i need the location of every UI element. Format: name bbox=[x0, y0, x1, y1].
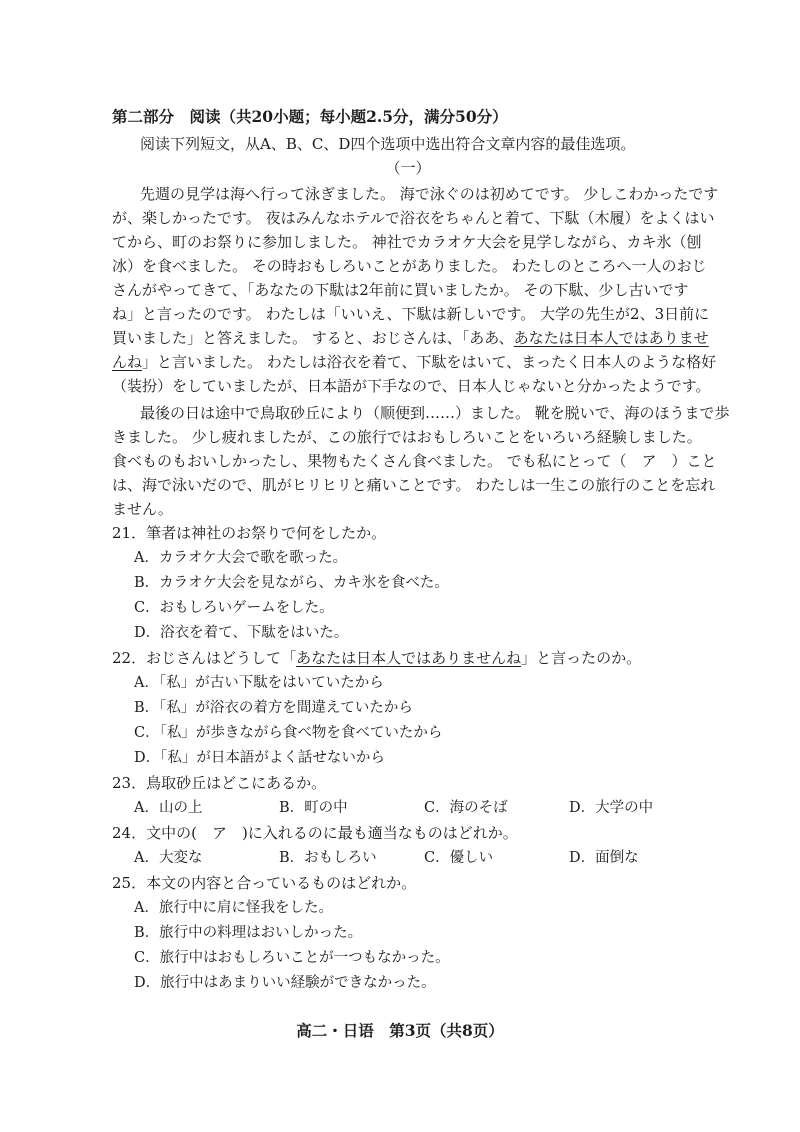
question-25: 25．本文の内容と合っているものはどれか。 bbox=[112, 874, 417, 892]
paragraph-line: 先週の見学は海へ行って泳ぎました。 海で泳ぐのは初めてです。 少しこわかったです bbox=[140, 185, 719, 203]
underlined-quote: あなたは日本人ではありませんね bbox=[296, 649, 522, 667]
q24-option-a: A．大変な bbox=[134, 850, 203, 866]
passage-paragraph-1 bbox=[112, 182, 719, 398]
paragraph-text: 」と言いました。 わたしは浴衣を着て、下駄をはいて、まったく日本人のような格好 bbox=[142, 353, 717, 371]
question-23: 23．鳥取砂丘はどこにあるか。 bbox=[112, 774, 327, 792]
q22-option-d: D．「私」が日本語がよく話せないから bbox=[134, 750, 385, 766]
question-text: 22．おじさんはどうして「 bbox=[112, 649, 297, 667]
paragraph-line: 食べものもおいしかったし、果物もたくさん食べました。 でも私にとって（ ア ）こと bbox=[112, 452, 717, 470]
paragraph-line: きました。 少し疲れましたが、この旅行ではおもしろいことをいろいろ経験しました。 bbox=[112, 428, 702, 446]
passage-paragraph-2 bbox=[112, 401, 730, 521]
q22-option-a: A．「私」が古い下駄をはいていたから bbox=[134, 675, 384, 691]
q25-option-d: D．旅行中はあまりいい経験ができなかった。 bbox=[134, 975, 436, 991]
page-footer: 高二・日语 第3页（共8页） bbox=[296, 1021, 504, 1040]
paragraph-line: ね」と言ったのです。 わたしは「いいえ、下駄は新しいです。 大学の先生が2、3日前に bbox=[112, 305, 710, 323]
question-22 bbox=[112, 646, 704, 671]
paragraph-line: 最後の日は途中で鳥取砂丘により（顺便到……）ました。 靴を脱いで、海のほうまで歩 bbox=[140, 404, 730, 422]
paragraph-line bbox=[112, 350, 717, 374]
question-text: 」と言ったのか。 bbox=[521, 649, 642, 667]
paragraph-line bbox=[112, 326, 709, 350]
paragraph-line: は、海で泳いだので、肌がヒリヒリと痛いことです。 わたしは一生この旅行のことを忘れ bbox=[112, 476, 716, 494]
q22-option-c: C．「私」が歩きながら食べ物を食べていたから bbox=[134, 725, 443, 741]
q21-option-b: B．カラオケ大会を見ながら、カキ氷を食べた。 bbox=[134, 575, 449, 591]
q22-option-b: B．「私」が浴衣の着方を間違えていたから bbox=[134, 700, 413, 716]
q21-option-d: D．浴衣を着て、下駄をはいた。 bbox=[134, 625, 349, 641]
q23-option-a: A．山の上 bbox=[134, 800, 203, 816]
paragraph-line: てから、町のお祭りに参加しました。 神社でカラオケ大会を見学しながら、カキ氷（刨 bbox=[112, 233, 702, 251]
q23-option-b: B．町の中 bbox=[279, 800, 348, 816]
q24-option-d: D．面倒な bbox=[569, 850, 639, 866]
passage-number: （一） bbox=[385, 159, 431, 177]
paragraph-line: が、楽しかったです。 夜はみんなホテルで浴衣をちゃんと着て、下駄（木履）をよくはい bbox=[112, 209, 715, 227]
q23-options bbox=[112, 796, 704, 821]
paragraph-line: （装扮）をしていましたが、日本語が下手なので、日本人じゃないと分かったようです。 bbox=[112, 377, 711, 395]
q21-option-c: C．おもしろいゲームをした。 bbox=[134, 600, 334, 616]
q25-option-b: B．旅行中の料理はおいしかった。 bbox=[134, 925, 363, 941]
q23-option-c: C．海のそば bbox=[424, 800, 508, 816]
q25-option-c: C．旅行中はおもしろいことが一つもなかった。 bbox=[134, 950, 450, 966]
paragraph-line: ません。 bbox=[112, 500, 173, 518]
question-24: 24．文中の( ア )に入れるのに最も適当なものはどれか。 bbox=[112, 824, 518, 842]
q24-options bbox=[112, 846, 704, 871]
paragraph-line: 冰）を食べました。 その時おもしろいことがありました。 わたしのところへ一人のおじ bbox=[112, 257, 707, 275]
instruction: 阅读下列短文，从A、B、C、D四个选项中选出符合文章内容的最佳选项。 bbox=[140, 135, 636, 153]
section-heading: 第二部分 阅读（共20小题；每小题2.5分，满分50分） bbox=[112, 107, 508, 126]
q25-option-a: A．旅行中に肩に怪我をした。 bbox=[134, 900, 333, 916]
underlined-quote: あなたは日本人ではありませ bbox=[513, 329, 709, 347]
q24-option-c: C．優しい bbox=[424, 850, 494, 866]
q23-option-d: D．大学の中 bbox=[569, 800, 654, 816]
question-21: 21．筆者は神社のお祭りで何をしたか。 bbox=[112, 524, 387, 542]
q21-option-a: A．カラオケ大会で歌を歌った。 bbox=[134, 550, 348, 566]
paragraph-line: さんがやってきて、「あなたの下駄は2年前に買いましたか。 その下駄、少し古いです bbox=[112, 281, 689, 299]
paragraph-text: 買いました」と答えました。 すると、おじさんは、「ああ、 bbox=[112, 329, 514, 347]
q24-option-b: B．おもしろい bbox=[279, 850, 377, 866]
underlined-quote: んね bbox=[112, 353, 143, 371]
